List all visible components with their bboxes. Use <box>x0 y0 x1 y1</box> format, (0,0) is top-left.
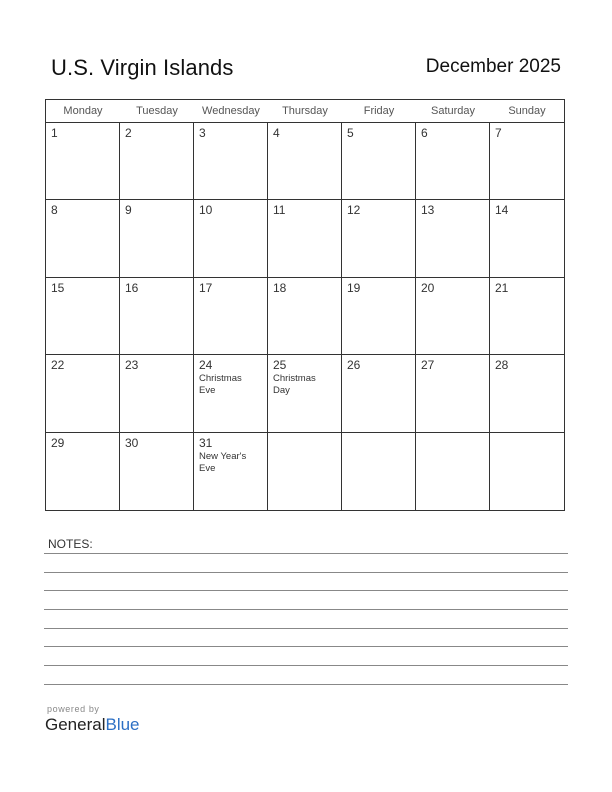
day-cell <box>490 433 564 510</box>
day-number: 22 <box>51 358 65 373</box>
day-number: 18 <box>273 280 287 295</box>
day-cell <box>194 200 268 277</box>
day-cell <box>416 123 490 200</box>
weekday-friday: Friday <box>363 105 395 117</box>
note-line <box>44 572 568 573</box>
day-number: 6 <box>421 126 428 140</box>
day-number: 11 <box>273 203 286 218</box>
day-cell <box>268 355 342 432</box>
day-cell <box>46 200 120 277</box>
day-cell <box>416 200 490 277</box>
note-line <box>44 684 568 685</box>
day-cell <box>416 278 490 355</box>
day-number: 15 <box>51 280 65 295</box>
day-number: 31 <box>199 435 213 450</box>
day-number: 19 <box>347 280 361 295</box>
day-cell <box>268 123 342 200</box>
day-number: 23 <box>125 358 139 373</box>
day-number: 25 <box>273 358 287 373</box>
day-cell <box>490 278 564 355</box>
day-cell <box>342 123 416 200</box>
note-line <box>44 609 568 610</box>
day-cell <box>342 200 416 277</box>
day-cell <box>120 200 194 277</box>
note-line <box>44 553 568 554</box>
day-number: 14 <box>495 203 509 218</box>
day-cell <box>120 278 194 355</box>
day-number: 5 <box>347 126 354 140</box>
day-number: 7 <box>495 126 502 140</box>
calendar-grid <box>45 99 565 511</box>
day-number: 4 <box>273 126 280 140</box>
day-number: 28 <box>495 358 509 373</box>
day-number: 13 <box>421 203 435 218</box>
day-cell <box>490 123 564 200</box>
weekday-monday: Monday <box>63 105 103 117</box>
day-cell <box>46 278 120 355</box>
note-line <box>44 628 568 629</box>
weekday-sunday: Sunday <box>508 105 546 117</box>
day-cell <box>416 355 490 432</box>
holiday-label: Christmas Day <box>273 373 316 397</box>
day-cell <box>120 355 194 432</box>
day-cell <box>120 433 194 510</box>
brand-name <box>45 715 140 735</box>
day-cell <box>46 123 120 200</box>
day-number: 30 <box>125 435 139 450</box>
day-number: 21 <box>495 280 509 295</box>
day-number: 20 <box>421 280 435 295</box>
day-number: 3 <box>199 126 206 140</box>
day-number: 17 <box>199 280 213 295</box>
day-cell <box>46 433 120 510</box>
notes-label: NOTES: <box>48 537 93 551</box>
weekday-header-row <box>46 100 564 123</box>
day-cell <box>268 278 342 355</box>
day-cell <box>342 433 416 510</box>
day-cell <box>46 355 120 432</box>
holiday-label: Christmas Eve <box>199 373 242 397</box>
day-cell <box>416 433 490 510</box>
day-number: 16 <box>125 280 139 295</box>
day-number: 1 <box>51 126 58 140</box>
day-cell <box>194 123 268 200</box>
day-cell <box>490 355 564 432</box>
note-line <box>44 665 568 666</box>
weekday-saturday: Saturday <box>430 105 476 117</box>
powered-by-text: powered by <box>47 704 100 714</box>
day-number: 24 <box>199 358 213 373</box>
day-number: 29 <box>51 435 65 450</box>
day-cell <box>194 433 268 510</box>
day-number: 2 <box>125 126 132 140</box>
weekday-wednesday: Wednesday <box>202 105 260 117</box>
day-number: 27 <box>421 358 435 373</box>
day-cell <box>194 278 268 355</box>
month-label: December 2025 <box>425 56 561 77</box>
day-cell <box>268 433 342 510</box>
day-number: 9 <box>125 203 132 218</box>
day-cell <box>194 355 268 432</box>
calendar-weeks <box>46 123 564 510</box>
brand-logo <box>45 704 140 735</box>
day-number: 10 <box>199 203 213 218</box>
day-cell <box>490 200 564 277</box>
day-cell <box>342 355 416 432</box>
page-title: U.S. Virgin Islands <box>51 55 234 80</box>
day-cell <box>120 123 194 200</box>
day-number: 8 <box>51 203 58 218</box>
day-number: 26 <box>347 358 361 373</box>
day-cell <box>342 278 416 355</box>
holiday-label: New Year's Eve <box>199 450 247 474</box>
day-cell <box>268 200 342 277</box>
weekday-tuesday: Tuesday <box>136 105 178 117</box>
brand-name-blue: Blue <box>105 715 140 734</box>
brand-name-general: General <box>45 715 106 734</box>
day-number: 12 <box>347 203 361 218</box>
note-line <box>44 590 568 591</box>
weekday-thursday: Thursday <box>282 105 328 117</box>
note-line <box>44 646 568 647</box>
